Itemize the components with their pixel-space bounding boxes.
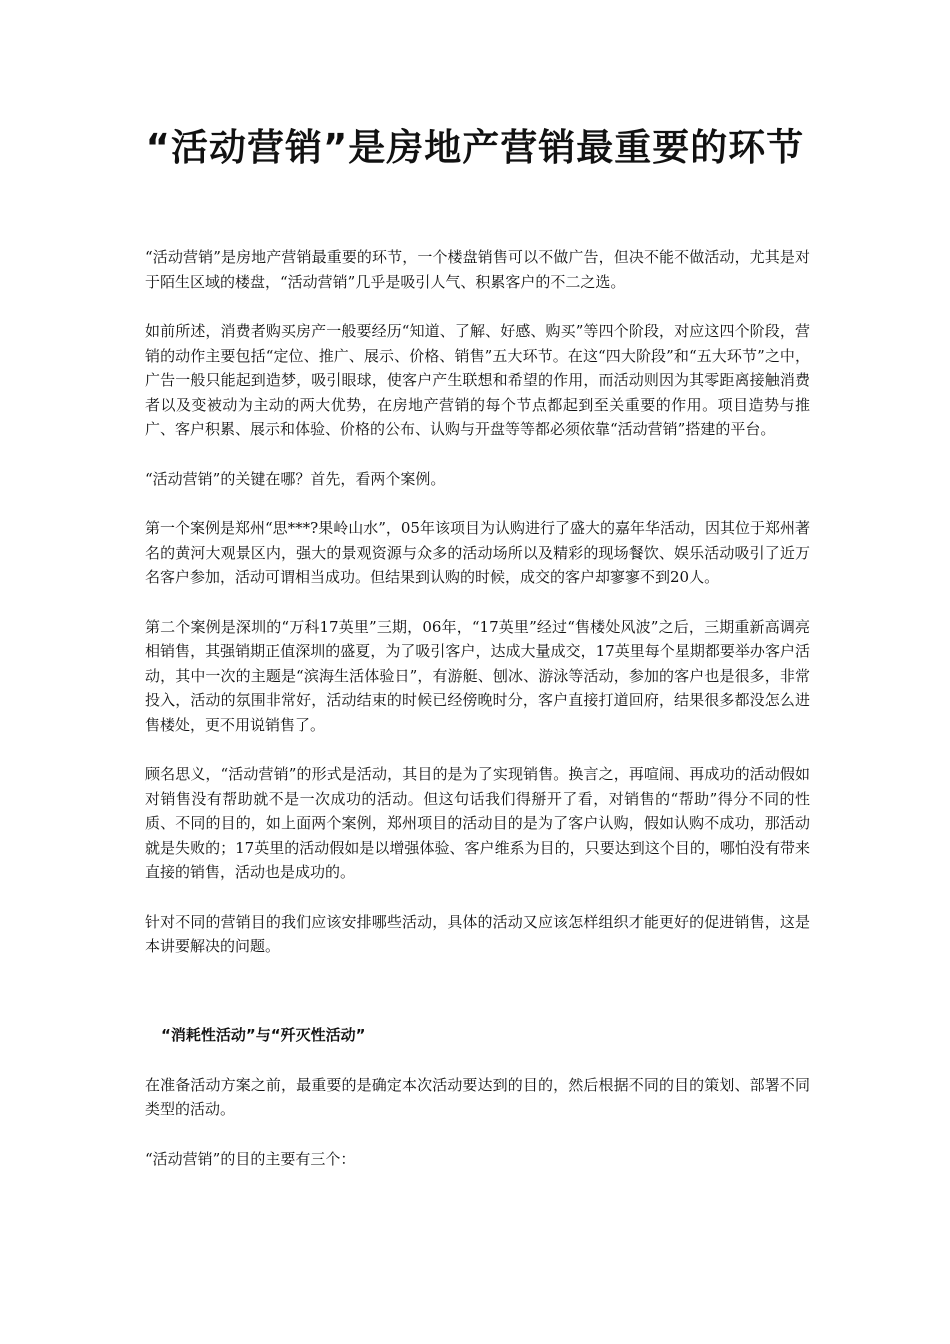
paragraph-case-two: 第二个案例是深圳的“万科17英里”三期，06年，“17英里”经过“售楼处风波”之后，三期重新高调亮相销售，其强销期正值深圳的盛夏，为了吸引客户，达成大量成交，17英里每个星期都要举办客户活动，其中一次的主题是“滨海生活体验日”，有游艇、刨冰、游泳等活动，参加的客户也是很多，非常投入，活动的氛围非常好，活动结束的时候已经傍晚时分，客户直接打道回府，结果很多都没怎么进售楼处，更不用说销售了。 (145, 617, 810, 734)
document-title: “活动营销”是房地产营销最重要的环节 (145, 126, 805, 169)
document-body (145, 245, 810, 1196)
paragraph-stages: 如前所述，消费者购买房产一般要经历“知道、了解、好感、购买”等四个阶段，对应这四个阶段，营销的动作主要包括“定位、推广、展示、价格、销售”五大环节。在这“四大阶段”和“五大环节”之中，广告一般只能起到造梦，吸引眼球，使客户产生联想和希望的作用，而活动则因为其零距离接触消费者以及变被动为主动的两大优势，在房地产营销的每个节点都起到至关重要的作用。项目造势与推广、客户积累、展示和体验、价格的公布、认购与开盘等等都必须依靠“活动营销”搭建的平台。 (145, 322, 810, 438)
paragraph-case-one: 第一个案例是郑州“思***?果岭山水”，05年该项目为认购进行了盛大的嘉年华活动，因其位于郑州著名的黄河大观景区内，强大的景观资源与众多的活动场所以及精彩的现场餐饮、娱乐活动吸引了近万名客户参加，活动可谓相当成功。但结果到认购的时候，成交的客户却寥寥不到20人。 (145, 519, 810, 586)
section-heading: “消耗性活动”与“歼灭性活动” (161, 1025, 366, 1044)
paragraph-problem: 针对不同的营销目的我们应该安排哪些活动，具体的活动又应该怎样组织才能更好的促进销售，这是本讲要解决的问题。 (145, 912, 810, 955)
paragraph-purpose: 顾名思义，“活动营销”的形式是活动，其目的是为了实现销售。换言之，再喧闹、再成功的活动假如对销售没有帮助就不是一次成功的活动。但这句话我们得掰开了看，对销售的“帮助”得分不同的性质、不同的目的，如上面两个案例，郑州项目的活动目的是为了客户认购，假如认购不成功，那活动就是失败的；17英里的活动假如是以增强体验、客户维系为目的，只要达到这个目的，哪怕没有带来直接的销售，活动也是成功的。 (145, 765, 810, 881)
paragraph-prepare: 在准备活动方案之前，最重要的是确定本次活动要达到的目的，然后根据不同的目的策划、部署不同类型的活动。 (145, 1075, 810, 1118)
paragraph-three-goals: “活动营销”的目的主要有三个： (145, 1149, 356, 1168)
paragraph-intro: “活动营销”是房地产营销最重要的环节，一个楼盘销售可以不做广告，但决不能不做活动，尤其是对于陌生区域的楼盘，“活动营销”几乎是吸引人气、积累客户的不二之选。 (145, 248, 810, 291)
paragraph-key-question: “活动营销”的关键在哪？首先，看两个案例。 (145, 469, 446, 488)
